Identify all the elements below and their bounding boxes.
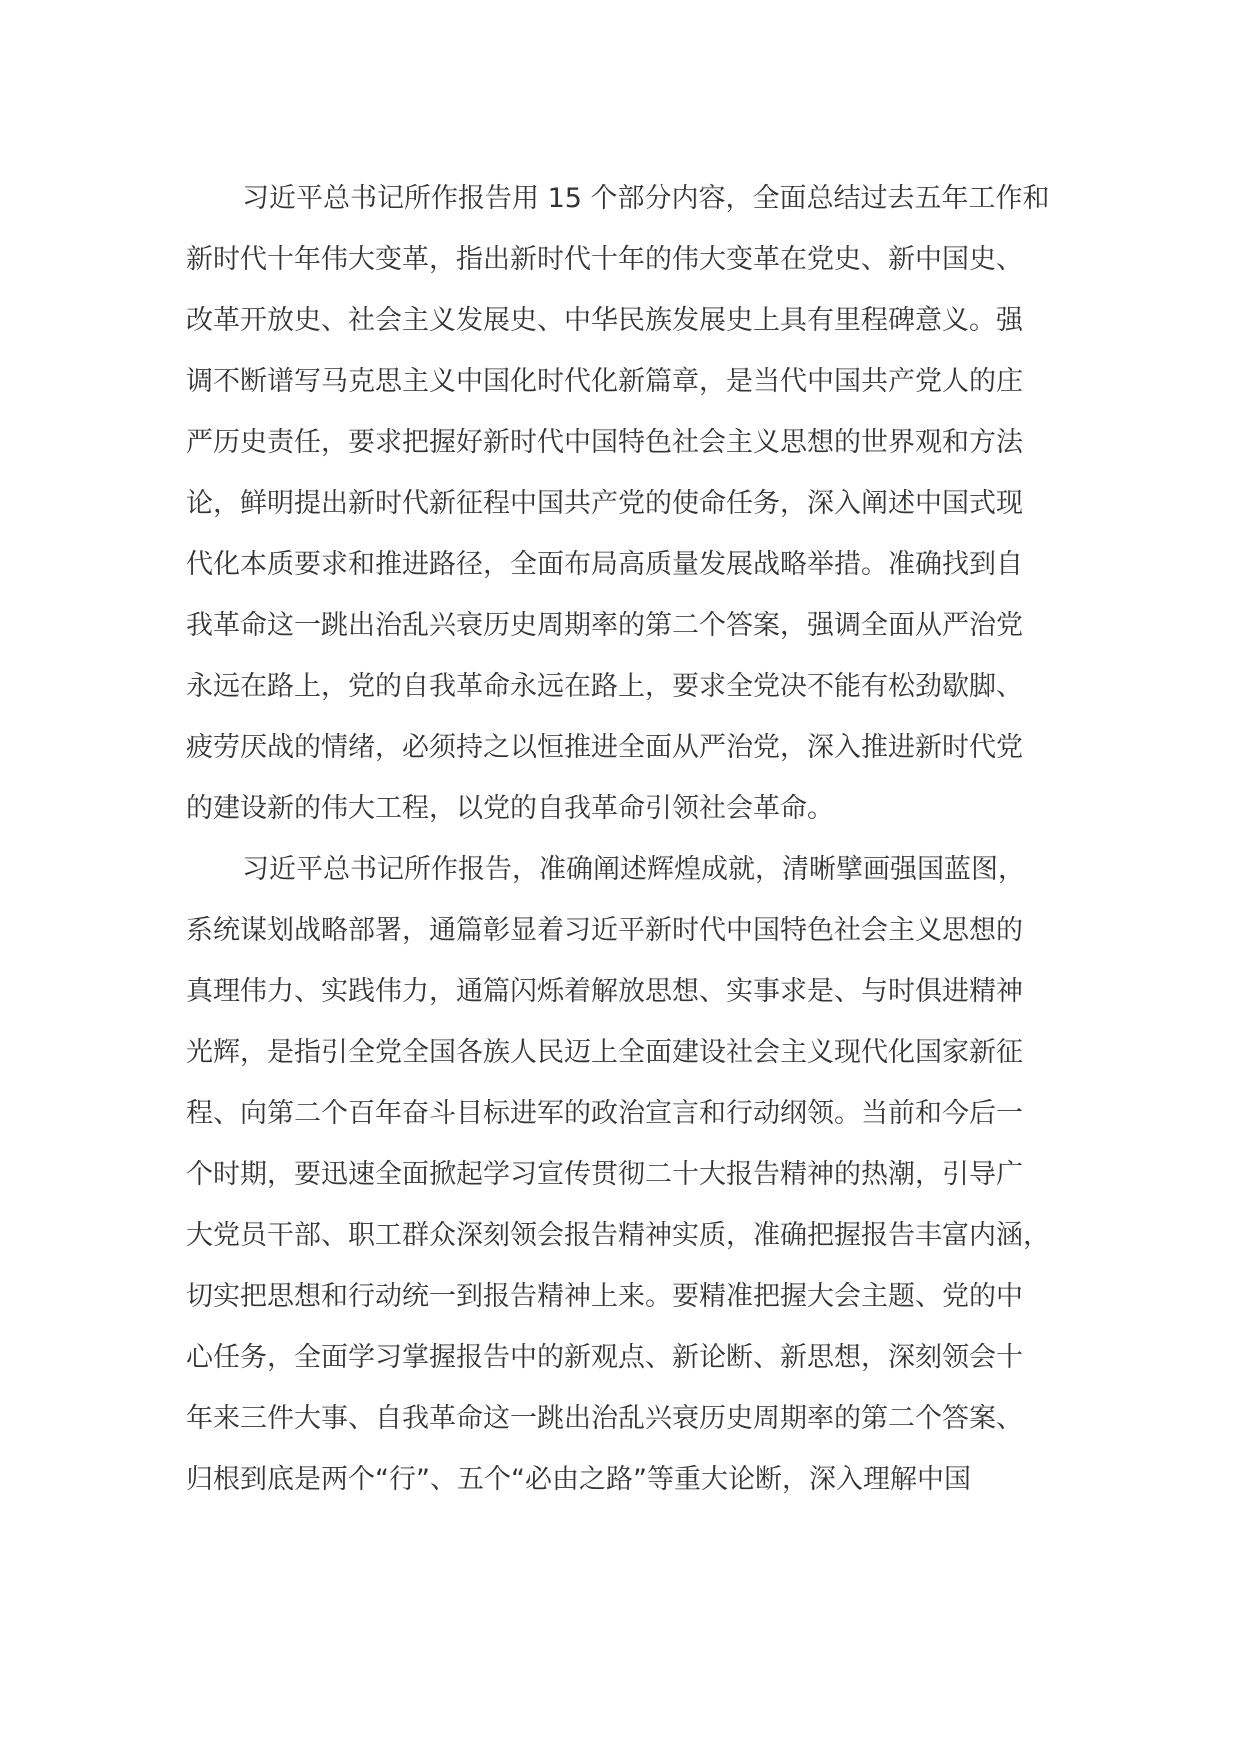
text-line: 调不断谱写马克思主义中国化时代化新篇章，是当代中国共产党人的庄 [186, 366, 1023, 397]
text-line: 大党员干部、职工群众深刻领会报告精神实质，准确把握报告丰富内涵， [186, 1220, 1050, 1251]
text-line: 切实把思想和行动统一到报告精神上来。要精准把握大会主题、党的中 [186, 1281, 1023, 1312]
text-line: 严历史责任，要求把握好新时代中国特色社会主义思想的世界观和方法 [186, 427, 1023, 458]
text-line: 改革开放史、社会主义发展史、中华民族发展史上具有里程碑意义。强 [186, 305, 1023, 336]
text-line: 真理伟力、实践伟力，通篇闪烁着解放思想、实事求是、与时俱进精神 [186, 976, 1023, 1007]
text-line: 归根到底是两个“行”、五个“必由之路”等重大论断，深入理解中国 [186, 1464, 971, 1495]
text-line: 程、向第二个百年奋斗目标进军的政治宣言和行动纲领。当前和今后一 [186, 1098, 1023, 1129]
text-line: 论，鲜明提出新时代新征程中国共产党的使命任务，深入阐述中国式现 [186, 488, 1023, 519]
paragraph-1 [186, 168, 1056, 839]
paragraph-2 [186, 839, 1056, 1510]
text-line: 心任务，全面学习掌握报告中的新观点、新论断、新思想，深刻领会十 [186, 1342, 1023, 1373]
text-line: 光辉，是指引全党全国各族人民迈上全面建设社会主义现代化国家新征 [186, 1037, 1023, 1068]
text-line: 代化本质要求和推进路径，全面布局高质量发展战略举措。准确找到自 [186, 549, 1023, 580]
text-line: 习近平总书记所作报告用 15 个部分内容，全面总结过去五年工作和 [242, 183, 1050, 214]
text-line: 永远在路上，党的自我革命永远在路上，要求全党决不能有松劲歇脚、 [186, 671, 1023, 702]
text-line: 系统谋划战略部署，通篇彰显着习近平新时代中国特色社会主义思想的 [186, 915, 1023, 946]
text-line: 个时期，要迅速全面掀起学习宣传贯彻二十大报告精神的热潮，引导广 [186, 1159, 1023, 1190]
text-line: 疲劳厌战的情绪，必须持之以恒推进全面从严治党，深入推进新时代党 [186, 732, 1023, 763]
text-line: 我革命这一跳出治乱兴衰历史周期率的第二个答案，强调全面从严治党 [186, 610, 1023, 641]
text-line: 新时代十年伟大变革，指出新时代十年的伟大变革在党史、新中国史、 [186, 244, 1023, 275]
text-line: 年来三件大事、自我革命这一跳出治乱兴衰历史周期率的第二个答案、 [186, 1403, 1023, 1434]
text-line: 的建设新的伟大工程，以党的自我革命引领社会革命。 [186, 793, 834, 824]
text-line: 习近平总书记所作报告，准确阐述辉煌成就，清晰擘画强国蓝图， [242, 854, 1025, 885]
document-body [186, 168, 1056, 1510]
